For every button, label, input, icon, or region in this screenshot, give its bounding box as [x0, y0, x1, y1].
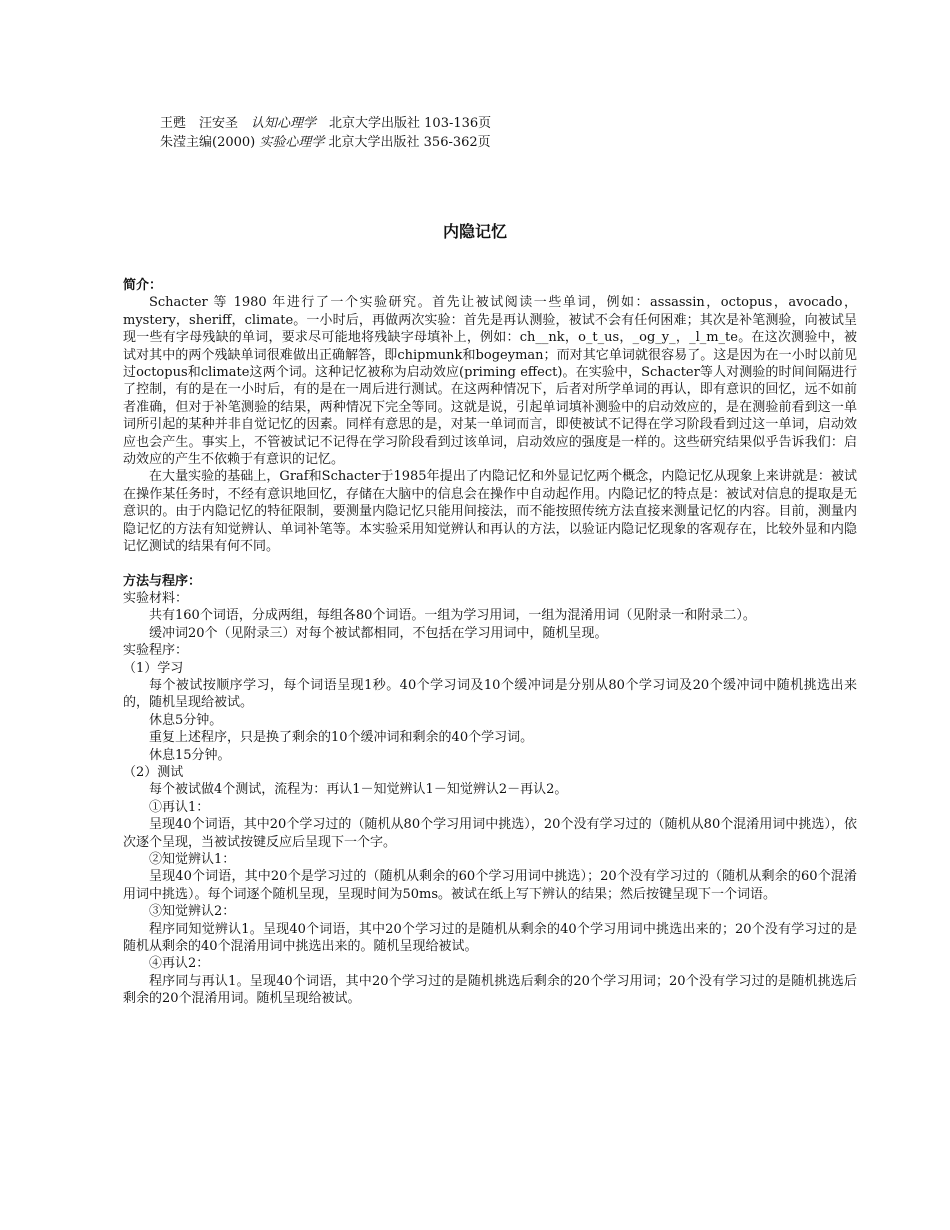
reference-publisher: 北京大学出版社 103-136页 [316, 116, 492, 131]
materials-label: 实验材料： [123, 590, 189, 606]
test-paragraph: 程序同知觉辨认1。呈现40个词语，其中20个学习过的是随机从剩余的40个学习用词中挑选出来的；20个没有学习过的是随机从剩余的40个混淆用词中挑选出来的。随机呈现给被试。 [123, 921, 857, 955]
materials-paragraph: 共有160个词语，分成两组，每组各80个词语。一组为学习用词，一组为混淆用词（见附录一和附录二）。 [149, 608, 756, 624]
step-paragraph: 每个被试做4个测试，流程为：再认1－知觉辨认1－知觉辨认2－再认2。 [149, 782, 568, 798]
test-label: ④再认2： [149, 956, 210, 972]
test-label: ③知觉辨认2： [149, 904, 236, 920]
document-body [123, 277, 857, 1008]
intro-paragraph: 在大量实验的基础上，Graf和Schacter于1985年提出了内隐记忆和外显记忆两个概念，内隐记忆从现象上来讲就是：被试在操作某任务时，不经有意识地回忆，存储在大脑中的信息会在操作中自动起作用。内隐记忆的特点是：被试对信息的提取是无意识的。由于内隐记忆的特征限制，要测量内隐记忆只能用间接法，而不能按照传统方法直接来测量记忆的内容。目前，测量内隐记忆的方法有知觉辨认、单词补笔等。本实验采用知觉辨认和再认的方法，以验证内隐记忆现象的客观存在，比较外显和内隐记忆测试的结果有何不同。 [123, 469, 857, 555]
test-paragraph: 程序同与再认1。呈现40个词语，其中20个学习过的是随机挑选后剩余的20个学习用词；20个没有学习过的是随机挑选后剩余的20个混淆用词。随机呈现给被试。 [123, 973, 857, 1007]
test-label: ①再认1： [149, 799, 210, 815]
reference-authors: 朱滢主编(2000) [160, 135, 260, 150]
references [160, 114, 491, 152]
document-title: 内隐记忆 [442, 222, 507, 241]
step-label: （2）测试 [123, 764, 184, 780]
test-paragraph: 呈现40个词语，其中20个是学习过的（随机从剩余的60个学习用词中挑选）；20个没有学习过的（随机从剩余的60个混淆用词中挑选）。每个词逐个随机呈现，呈现时间为50ms。被试在纸上写下辨认的结果；然后按键呈现下一个词语。 [123, 869, 857, 902]
reference-publisher: 北京大学出版社 356-362页 [324, 135, 491, 150]
step-paragraph: 休息15分钟。 [149, 747, 231, 763]
reference-line [160, 114, 491, 133]
intro-paragraph: Schacter 等 1980 年进行了一个实验研究。首先让被试阅读一些单词，例如：assassin，octopus，avocado，mystery，sheriff，climate。一小时后，再做两次实验：首先是再认测验，被试不会有任何困难；其次是补笔测验，向被试呈现一些有字母残缺的单词，要求尽可能地将残缺字母填补上，例如：ch__nk，o_t_us，_og_y_，_l_m_te。在这次测验中，被试对其中的两个残缺单词很难做出正确解答，即chipmunk和bogeyman；而对其它单词就很容易了。这是因为在一小时以前见过octopus和climate这两个词。这种记忆被称为启动效应(priming effect)。在实验中，Schacter等人对测验的时间间隔进行了控制，有的是在一小时后，有的是在一周后进行测试。在这两种情况下，后者对所学单词的再认，即有意识的回忆，远不如前者准确，但对于补笔测验的结果，两种情况下完全等同。这就是说，引起单词填补测验中的启动效应的，是在测验前看到这一单词所引起的某种并非自觉记忆的因素。同样有意思的是，对某一单词而言，即使被试不记得在学习阶段看到过这一单词，启动效应也会产生。事实上，不管被试记不记得在学习阶段看到过该单词，启动效应的强度是一样的。这些研究结果似乎告诉我们：启动效应的产生不依赖于有意识的记忆。 [123, 295, 857, 468]
reference-authors: 王甦 汪安圣 [160, 116, 252, 131]
step-paragraph: 每个被试按顺序学习，每个词语呈现1秒。40个学习词及10个缓冲词是分别从80个学习词及20个缓冲词中随机挑选出来的，随机呈现给被试。 [123, 677, 857, 711]
test-label: ②知觉辨认1： [149, 852, 236, 867]
procedure-label: 实验程序： [123, 643, 189, 659]
step-label: （1）学习 [123, 660, 184, 676]
section-spacer [123, 556, 857, 573]
test-paragraph: 呈现40个词语，其中20个学习过的（随机从80个学习用词中挑选），20个没有学习过的（随机从80个混淆用词中挑选），依次逐个呈现，当被试按键反应后呈现下一个字。 [123, 817, 857, 850]
method-heading: 方法与程序： [123, 573, 202, 589]
reference-line [160, 133, 491, 152]
step-paragraph: 重复上述程序，只是换了剩余的10个缓冲词和剩余的40个学习词。 [149, 730, 534, 746]
intro-heading: 简介： [123, 278, 163, 293]
reference-book-title: 认知心理学 [251, 116, 317, 131]
reference-book-title: 实验心理学 [259, 135, 325, 150]
materials-paragraph: 缓冲词20个（见附录三）对每个被试都相同，不包括在学习用词中，随机呈现。 [149, 625, 608, 641]
step-paragraph: 休息5分钟。 [149, 712, 223, 728]
